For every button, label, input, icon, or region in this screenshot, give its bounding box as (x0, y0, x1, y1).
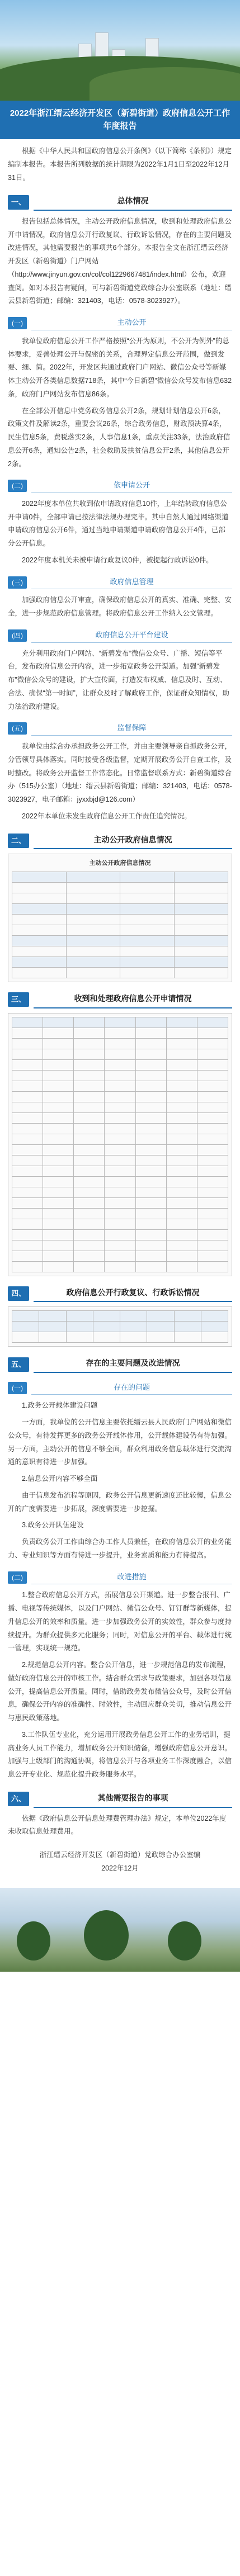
table-review-litigation (8, 1306, 232, 1347)
other-paragraph: 依据《政府信息公开信息处理费管理办法》规定，本单位2022年度未收取信息处理费用。 (8, 1814, 227, 1836)
subsection-paragraph: 我单位由综合办承担政务公开工作，并由主要领导亲自抓政务公开，分管领导具体落实。同时接受各级监督，定期开展政务公开自查工作，及时整改。将政务公开监督工作常态化。日常监督联系方式：新碧街道综合办（515办公室）（地址：缙云县新碧街道；邮编：321403，电话：0578-3023927，电子邮箱：jyxxbjd@126.com） (8, 742, 232, 804)
subsection-header (8, 316, 232, 330)
overview-paragraph: 报告包括总体情况，主动公开政府信息情况，收到和处理政府信息公开申请情况，政府信息公开行政复议、行政诉讼情况，存在的主要问题及改进情况，其他需要报告的事项共6个部分。本报告全文在浙江缙云经济开发区（新碧街道）门户网站（http://www.jinyun.gov.cn/col/col1229667481/index.html）公布，欢迎查阅。如对本报告有疑问，可与新碧街道党政综合办公室联系（地址：缙云县新碧街道；邮编：321403，电话：0578-3023927）。 (8, 217, 232, 305)
subsection-title: 依申请公开 (31, 479, 232, 493)
table-application-handling (8, 1013, 232, 1276)
section-number: 一、 (8, 195, 29, 210)
page-title: 2022年浙江缙云经济开发区（新碧街道）政府信息公开工作年度报告 (0, 101, 240, 139)
section-number: 二、 (8, 834, 29, 848)
section-header (8, 1791, 232, 1808)
subsection-header (8, 479, 232, 493)
footer-date: 2022年12月 (101, 1864, 139, 1872)
subsection-title: 改进措施 (31, 1570, 232, 1585)
section-number: 三、 (8, 992, 29, 1007)
subsection-number: (四) (8, 629, 27, 642)
problem-paragraph: 一方面，我单位的公开信息主要依托缙云县人民政府门户网站和微信公众号，有待发挥更多的政务公开载体作用，公开载体建设仍有待加强。另一方面，主动公开的信息不够全面，群众利用政务信息载体进行交流沟通的意识有待进一步加强。 (8, 1418, 232, 1466)
subsection-paragraph: 加强政府信息公开审查，确保政府信息公开的真实、准确、完整、安全，进一步规范政府信息管理。将政府信息公开工作纳入公文管理。 (8, 596, 232, 618)
subsection-title: 存在的问题 (31, 1381, 232, 1395)
section-title: 政府信息公开行政复议、行政诉讼情况 (34, 1285, 232, 1303)
subsection-header (8, 628, 232, 643)
tree-shape (168, 1921, 201, 1961)
footer-organization: 浙江缙云经济开发区（新碧街道）党政综合办公室编 (39, 1851, 201, 1859)
data-table (12, 872, 228, 978)
subsection-paragraph: 我单位政府信息公开工作严格按照“公开为原则，不公开为例外”的总体要求，妥善处理公开与保密的关系，合理界定信息公开范围，做到发要、细、简。2022年，开发区共通过政府门户网站、微信公众号等新媒体主动公开各类信息数据718条，其中“今日新碧”微信公众号发布信息632条，政府门户网站发布信息86条。 (8, 337, 232, 398)
subsection-paragraph: 2022年本单位未发生政府信息公开工作责任追究情况。 (22, 812, 191, 820)
subsection-title: 政府信息公开平台建设 (31, 628, 232, 643)
measure-paragraph: 1.整合政府信息公开方式，拓展信息公开渠道。进一步整合报刊、广播、电视等传统媒体，以及门户网站、微信公众号、钉钉群等新媒体，提升信息公开的效率和质量。进一步加强政务公开的实效性，群众参与度持续提升。为群众提供多元化服务；同时，对信息公开的平台、载体进行统一管理，实现统一规范。 (8, 1591, 232, 1652)
subsection-header (8, 575, 232, 590)
section-header (8, 1285, 232, 1303)
tree-shape (84, 1910, 129, 1961)
subsection-header (8, 721, 232, 736)
subsection-number: (二) (8, 1571, 27, 1584)
data-table (12, 1310, 228, 1343)
hill-shape (90, 67, 240, 101)
tree-shape (17, 1921, 50, 1961)
measure-paragraph: 3.工作队伍专业化，充分运用开展政务信息公开工作的业务培训，提高业务人员工作能力，增加政务公开知识储备，增强政府信息公开意识。加强与上级部门的沟通协调，将信息公开与各项业务工作深度融合，以信息公开专业化、规范化提升政务服务水平。 (8, 1730, 232, 1779)
subsection-title: 主动公开 (31, 316, 232, 330)
section-title: 总体情况 (34, 193, 232, 211)
subsection-number: (一) (8, 1382, 27, 1394)
footer-landscape-image (0, 1888, 240, 1972)
intro-paragraph: 根据《中华人民共和国政府信息公开条例》（以下简称《条例》）规定编制本报告。本报告所列数据的统计期限为2022年1月1日至2022年12月31日。 (8, 147, 232, 182)
table-proactive-disclosure (8, 854, 232, 982)
section-number: 六、 (8, 1792, 29, 1806)
subsection-title: 政府信息管理 (31, 575, 232, 590)
subsection-paragraph: 在全部公开信息中党务政务信息公开2条，规划计划信息公开6条，政策文件及解读2条，重要会议26条，综合政务信息，财政预决算4条，民生信息5条，费税落实2条，人事信息1条，重点关注33条，法治政府信息公开6条，通知公告2条，社会救助及扶贫信息公开2条，其他信息公开2条。 (8, 406, 230, 468)
section-title: 其他需要报告的事项 (34, 1791, 232, 1808)
subsection-number: (三) (8, 576, 27, 589)
section-header (8, 1356, 232, 1373)
report-footer (8, 1849, 232, 1876)
header-banner-image (0, 0, 240, 101)
section-title: 收到和处理政府信息公开申请情况 (34, 991, 232, 1008)
section-title: 存在的主要问题及改进情况 (34, 1356, 232, 1373)
problem-paragraph: 负责政务公开工作由综合办工作人员兼任，在政府信息公开的业务能力、专业知识等方面有待进一步提升，业务素质和能力有待提高。 (8, 1538, 232, 1559)
subsection-paragraph: 2022年度本单位共收到依申请政府信息10件，上年结转政府信息公开申请0件，全部申请已按法律法规办理完毕。其中自然人通过网络渠道申请政府信息公开6件，通过当地申请渠道申请政府信息公开4件，已部分公开信息。 (8, 499, 229, 548)
data-table (12, 1017, 228, 1272)
subsection-title: 监督保障 (31, 721, 232, 736)
table-caption: 主动公开政府信息情况 (89, 860, 151, 867)
problem-heading: 1.政务公开载体建设问题 (22, 1401, 98, 1410)
subsection-paragraph: 充分利用政府门户网站、“新碧发布”微信公众号、广播、短信等平台，发布政府信息公开内容，进一步拓宽政务公开渠道。加强“新碧发布”微信公众号的建设，扩大宣传面，打造发布权威、信息及时、互动、合法、确保“第一时间”，让群众及时了解政府工作，保证群众知情权，助力法治政府建设。 (8, 649, 229, 711)
section-header (8, 832, 232, 850)
subsection-number: (一) (8, 317, 27, 329)
report-body (0, 139, 240, 1881)
problem-paragraph: 由于信息发布流程等原因，政务公开信息更新速度还比较慢，信息公开的广度需要进一步拓展，深度需要进一步挖掘。 (8, 1491, 232, 1513)
problem-heading: 3.政务公开队伍建设 (22, 1521, 84, 1530)
subsection-header (8, 1381, 232, 1395)
subsection-paragraph: 2022年度本机关未被申请行政复议0件，被提起行政诉讼0件。 (22, 556, 213, 564)
subsection-header (8, 1570, 232, 1585)
section-header (8, 193, 232, 211)
measure-paragraph: 2.规范信息公开内容。整合公开信息，进一步规范信息的发布流程，做好政府信息公开的审核工作。结合群众需求与政策要求，加强各项信息公开，提高信息公开质量。同时，借助政务发布微信公众号，及时公开信息，确保公开内容的准确性、时效性，主动回应群众关切，推动信息公开与惠民政策落地。 (8, 1661, 232, 1722)
subsection-number: (二) (8, 480, 27, 492)
subsection-number: (五) (8, 722, 27, 735)
section-number: 四、 (8, 1286, 29, 1301)
section-header (8, 991, 232, 1008)
section-number: 五、 (8, 1357, 29, 1372)
section-title: 主动公开政府信息情况 (34, 832, 232, 850)
problem-heading: 2.信息公开内容不够全面 (22, 1475, 98, 1483)
